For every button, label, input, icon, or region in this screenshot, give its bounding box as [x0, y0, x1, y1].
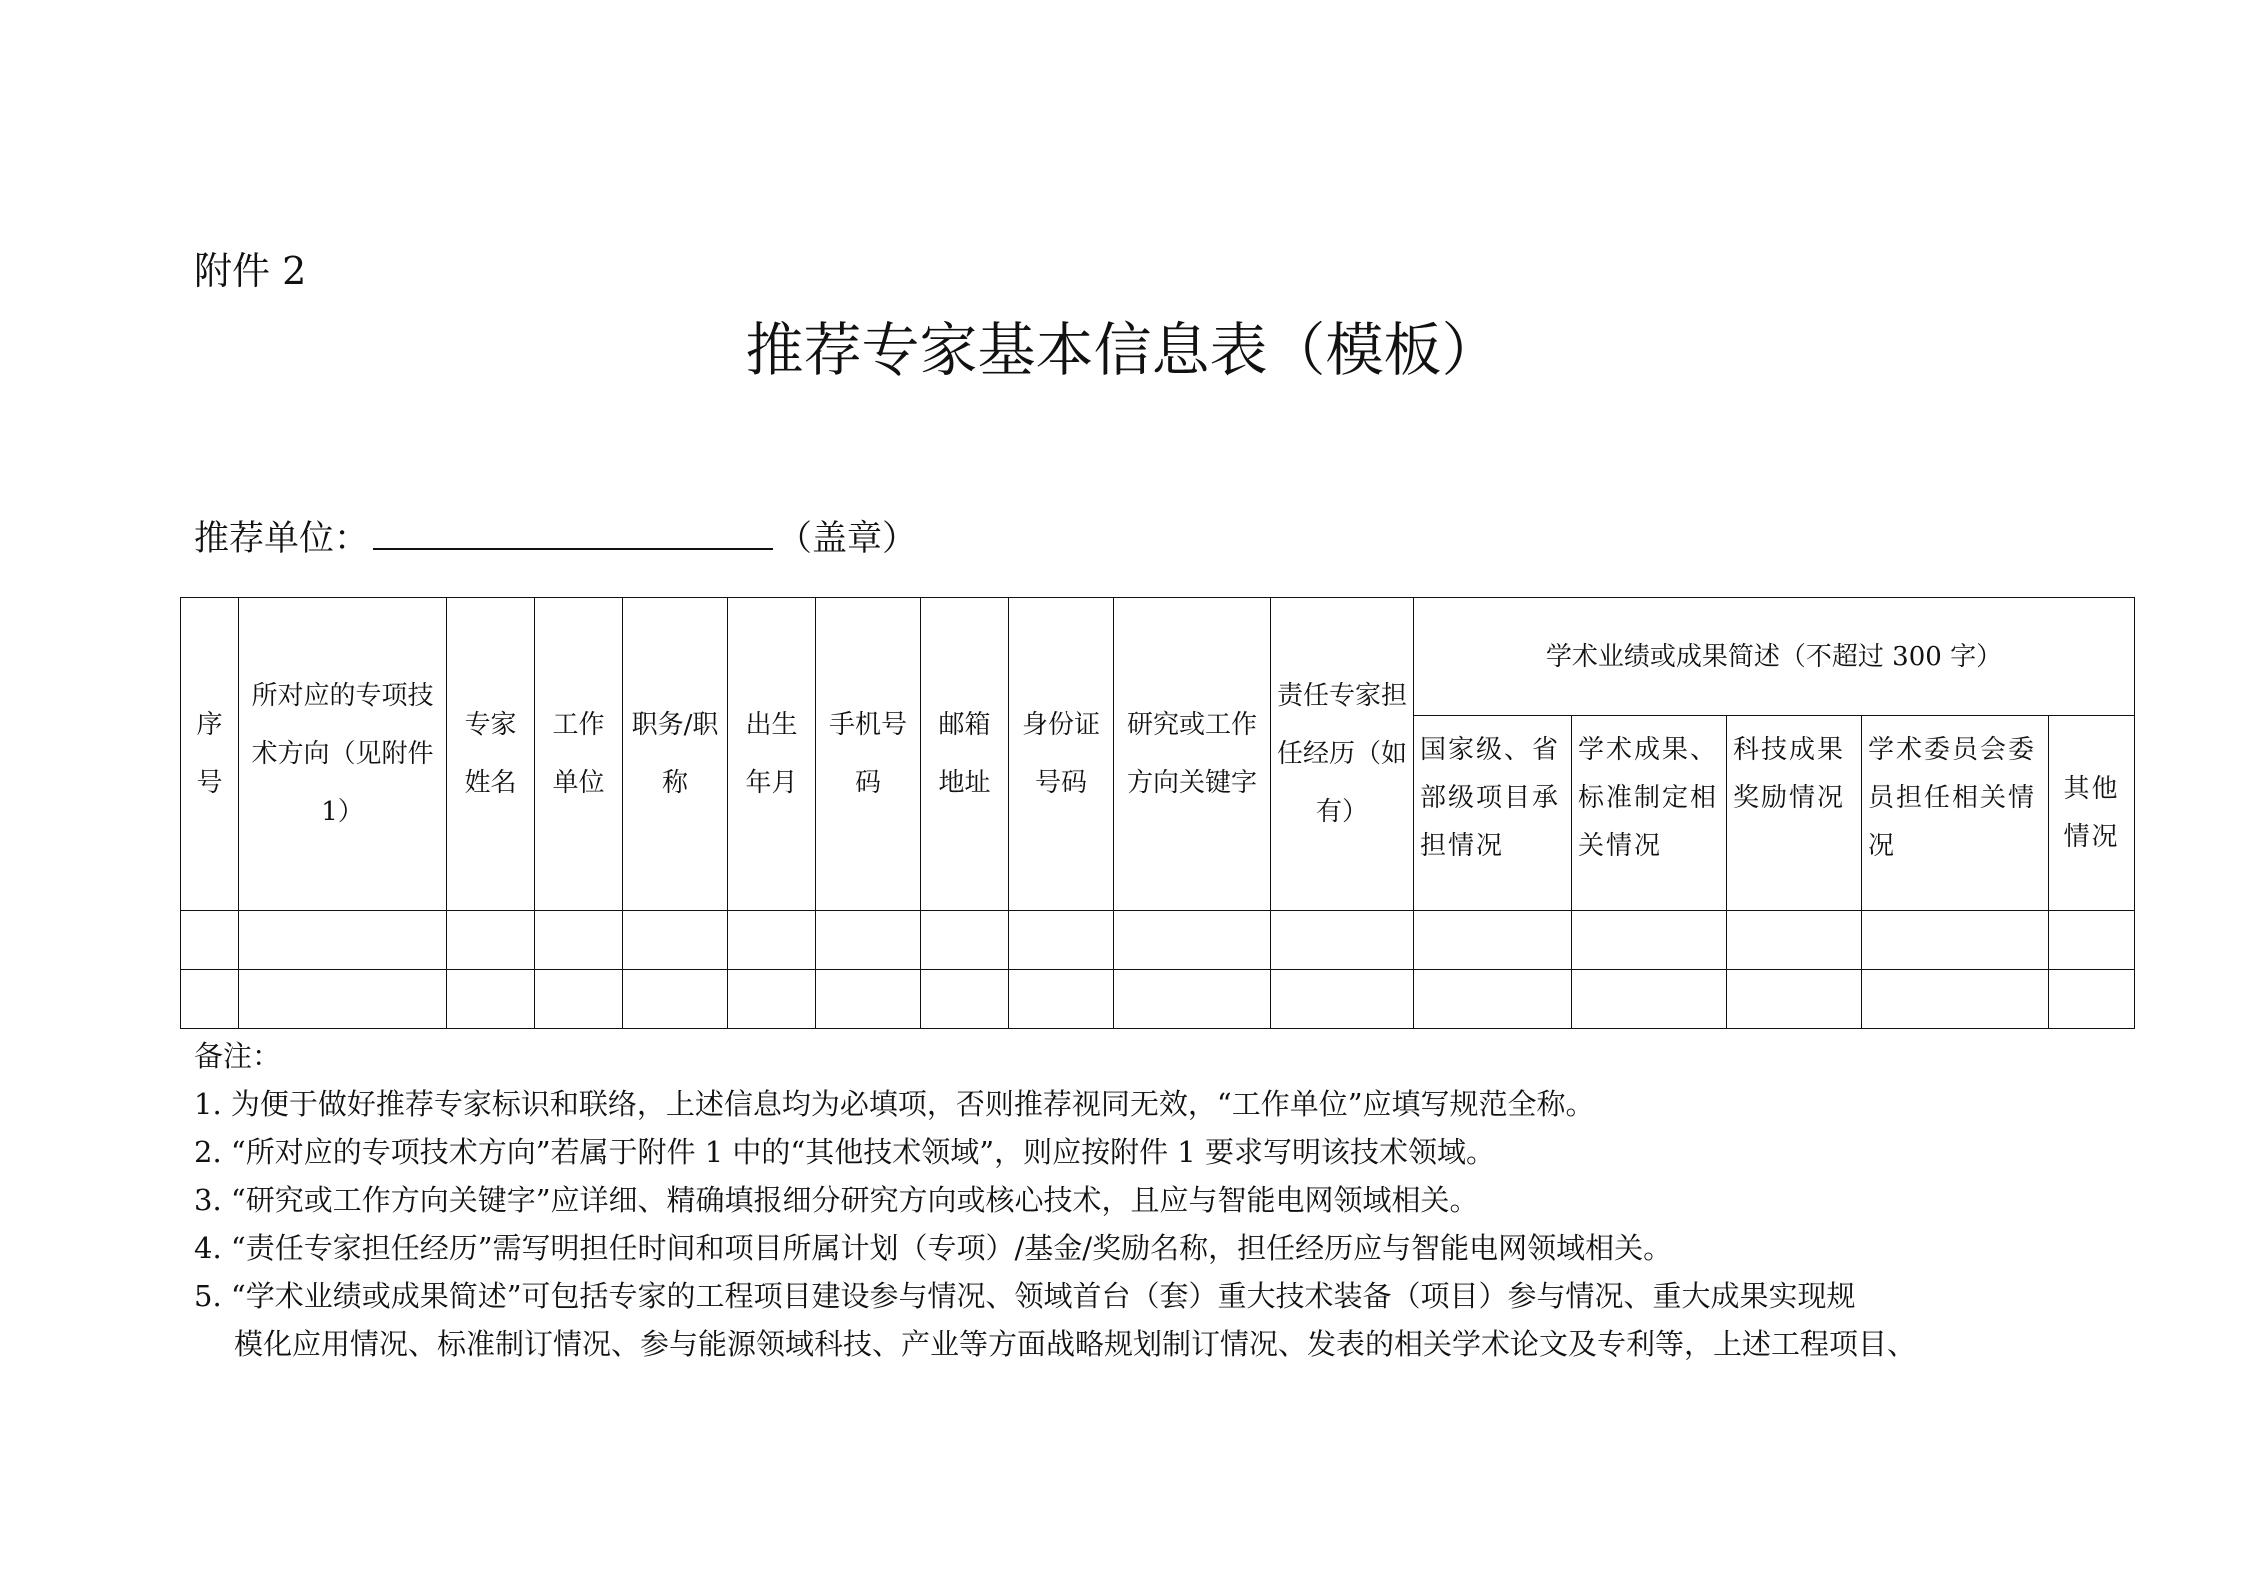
table-cell[interactable] — [728, 970, 816, 1029]
table-cell[interactable] — [1271, 970, 1414, 1029]
expert-info-table — [180, 597, 2135, 1029]
notes-section — [194, 1032, 2094, 1368]
table-cell[interactable] — [239, 970, 447, 1029]
table-cell[interactable] — [2049, 911, 2135, 970]
table-cell[interactable] — [535, 970, 623, 1029]
note-item: 5. “学术业绩或成果简述”可包括专家的工程项目建设参与情况、领域首台（套）重大技术装备（项目）参与情况、重大成果实现规 — [194, 1279, 1856, 1313]
table-row — [181, 911, 2135, 970]
attachment-label: 附件 2 — [194, 249, 307, 293]
table-cell[interactable] — [1114, 970, 1271, 1029]
table-cell[interactable] — [921, 970, 1009, 1029]
page-title: 推荐专家基本信息表（模板） — [745, 316, 1500, 384]
table-cell[interactable] — [447, 970, 535, 1029]
col-header-keywords: 研究或工作方向关键字 — [1114, 598, 1271, 911]
stamp-label: （盖章） — [777, 519, 918, 559]
note-item: 3. “研究或工作方向关键字”应详细、精确填报细分研究方向或核心技术，且应与智能电网领域相关。 — [194, 1183, 1479, 1217]
col-header-id-number: 身份证号码 — [1009, 598, 1114, 911]
col-group-header-achievements: 学术业绩或成果简述（不超过 300 字） — [1414, 598, 2135, 716]
recommend-unit-field[interactable] — [373, 512, 773, 550]
recommend-unit-label: 推荐单位： — [194, 519, 370, 559]
sub-header-committee: 学术委员会委员担任相关情况 — [1862, 716, 2049, 911]
table-cell[interactable] — [181, 911, 239, 970]
table-cell[interactable] — [816, 911, 921, 970]
table-cell[interactable] — [921, 911, 1009, 970]
table-cell[interactable] — [1862, 911, 2049, 970]
table-cell[interactable] — [1727, 911, 1862, 970]
sub-header-awards: 科技成果奖励情况 — [1727, 716, 1862, 911]
col-header-birth-date: 出生年月 — [728, 598, 816, 911]
table-cell[interactable] — [2049, 970, 2135, 1029]
col-header-expert-experience: 责任专家担任经历（如有） — [1271, 598, 1414, 911]
col-header-expert-name: 专家姓名 — [447, 598, 535, 911]
sub-header-academic-standards: 学术成果、标准制定相关情况 — [1572, 716, 1727, 911]
table-cell[interactable] — [239, 911, 447, 970]
sub-header-national-projects: 国家级、省部级项目承担情况 — [1414, 716, 1572, 911]
table-cell[interactable] — [535, 911, 623, 970]
table-cell[interactable] — [1114, 911, 1271, 970]
table-cell[interactable] — [1009, 970, 1114, 1029]
col-header-position-title: 职务/职称 — [623, 598, 728, 911]
table-cell[interactable] — [1572, 970, 1727, 1029]
table-cell[interactable] — [816, 970, 921, 1029]
notes-heading: 备注： — [194, 1039, 282, 1073]
table-cell[interactable] — [623, 911, 728, 970]
table-cell[interactable] — [1009, 911, 1114, 970]
table-cell[interactable] — [1572, 911, 1727, 970]
table-cell[interactable] — [1727, 970, 1862, 1029]
table-cell[interactable] — [1862, 970, 2049, 1029]
table-cell[interactable] — [1414, 911, 1572, 970]
note-item: 4. “责任专家担任经历”需写明担任时间和项目所属计划（专项）/基金/奖励名称，担任经历应与智能电网领域相关。 — [194, 1231, 1673, 1265]
table-row — [181, 970, 2135, 1029]
note-item: 1. 为便于做好推荐专家标识和联络，上述信息均为必填项，否则推荐视同无效，“工作单位”应填写规范全称。 — [194, 1087, 1595, 1121]
col-header-email: 邮箱地址 — [921, 598, 1009, 911]
table-cell[interactable] — [1271, 911, 1414, 970]
sub-header-other: 其他情况 — [2049, 716, 2135, 911]
recommend-unit-line — [194, 512, 917, 565]
table-cell[interactable] — [181, 970, 239, 1029]
note-item: 2. “所对应的专项技术方向”若属于附件 1 中的“其他技术领域”，则应按附件 1 要求写明该技术领域。 — [194, 1135, 1495, 1169]
table-cell[interactable] — [623, 970, 728, 1029]
note-item-continued: 模化应用情况、标准制订情况、参与能源领域科技、产业等方面战略规划制订情况、发表的相关学术论文及专利等，上述工程项目、 — [234, 1327, 1917, 1361]
col-header-index: 序号 — [181, 598, 239, 911]
col-header-tech-direction: 所对应的专项技术方向（见附件 1） — [239, 598, 447, 911]
col-header-phone: 手机号码 — [816, 598, 921, 911]
table-cell[interactable] — [728, 911, 816, 970]
table-cell[interactable] — [1414, 970, 1572, 1029]
table-cell[interactable] — [447, 911, 535, 970]
col-header-work-unit: 工作单位 — [535, 598, 623, 911]
